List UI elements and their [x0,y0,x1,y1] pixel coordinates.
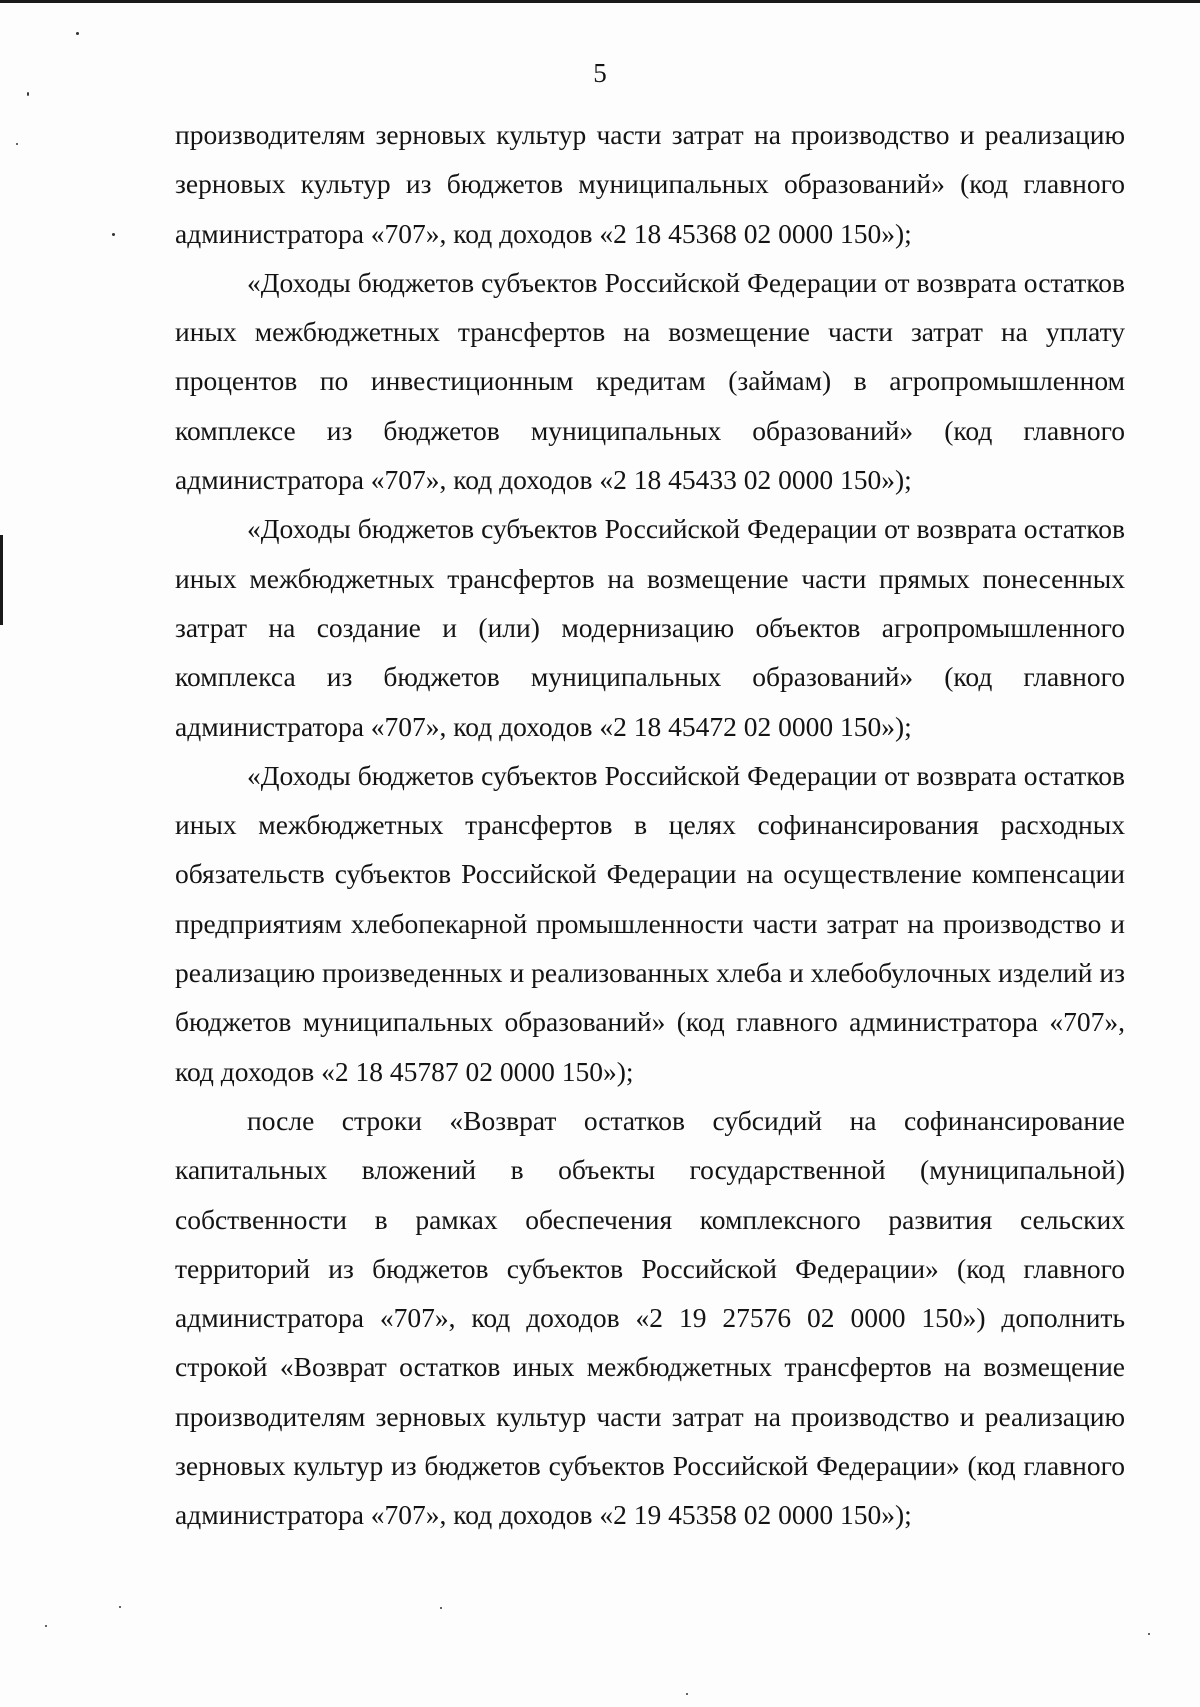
paragraph-return-subsidies: после строки «Возврат остатков субсидий на софинансирование капитальных вложений в объекты государственной (муниципальной) собственности в рамках обеспечения комплексного развития сельских территорий из бюджетов субъектов Российской Федерации» (код главного администратора «707», код доходов «2 19 27576 02 0000 150») дополнить строкой «Возврат остатков иных межбюджетных трансфертов на возмещение производителям зерновых культур части затрат на производство и реализацию зерновых культур из бюджетов субъектов Российской Федерации» (код главного администратора «707», код доходов «2 19 45358 02 0000 150»); [175,1104,1125,1531]
scan-speck [27,92,29,96]
page-number: 5 [593,58,607,88]
paragraph-continuation: производителям зерновых культур части затрат на производство и реализацию зерновых культур из бюджетов муниципальных образований» (код главного администратора «707», код доходов «2 18 45368 02 0000 150»); [175,119,1125,249]
paragraph-income-interest-loans: «Доходы бюджетов субъектов Российской Федерации от возврата остатков иных межбюджетных трансфертов на возмещение части затрат на уплату процентов по инвестиционным кредитам (займам) в агропромышленном комплексе из бюджетов муниципальных образований» (код главного администратора «707», код доходов «2 18 45433 02 0000 150»); [175,266,1125,496]
paragraph-income-bakery-compensation: «Доходы бюджетов субъектов Российской Федерации от возврата остатков иных межбюджетных трансфертов в целях софинансирования расходных обязательств субъектов Российской Федерации на осуществление компенсации предприятиям хлебопекарной промышленности части затрат на производство и реализацию произведенных и реализованных хлеба и хлебобулочных изделий из бюджетов муниципальных образований» (код главного администратора «707», код доходов «2 18 45787 02 0000 150»); [175,759,1125,1087]
paragraph-income-direct-costs: «Доходы бюджетов субъектов Российской Федерации от возврата остатков иных межбюджетных трансфертов на возмещение части прямых понесенных затрат на создание и (или) модернизацию объектов агропромышленного комплекса из бюджетов муниципальных образований» (код главного администратора «707», код доходов «2 18 45472 02 0000 150»); [175,513,1125,742]
scan-speck [686,1693,688,1695]
scan-speck [1148,1633,1150,1635]
document-body [175,110,1125,1540]
scan-speck [112,233,115,236]
scan-speck [76,32,79,35]
scan-top-edge [0,0,1200,3]
scan-speck [119,1606,121,1608]
scan-left-edge [0,535,3,625]
scan-speck [16,143,18,145]
scan-speck [440,1607,442,1609]
scan-speck [45,1625,47,1627]
